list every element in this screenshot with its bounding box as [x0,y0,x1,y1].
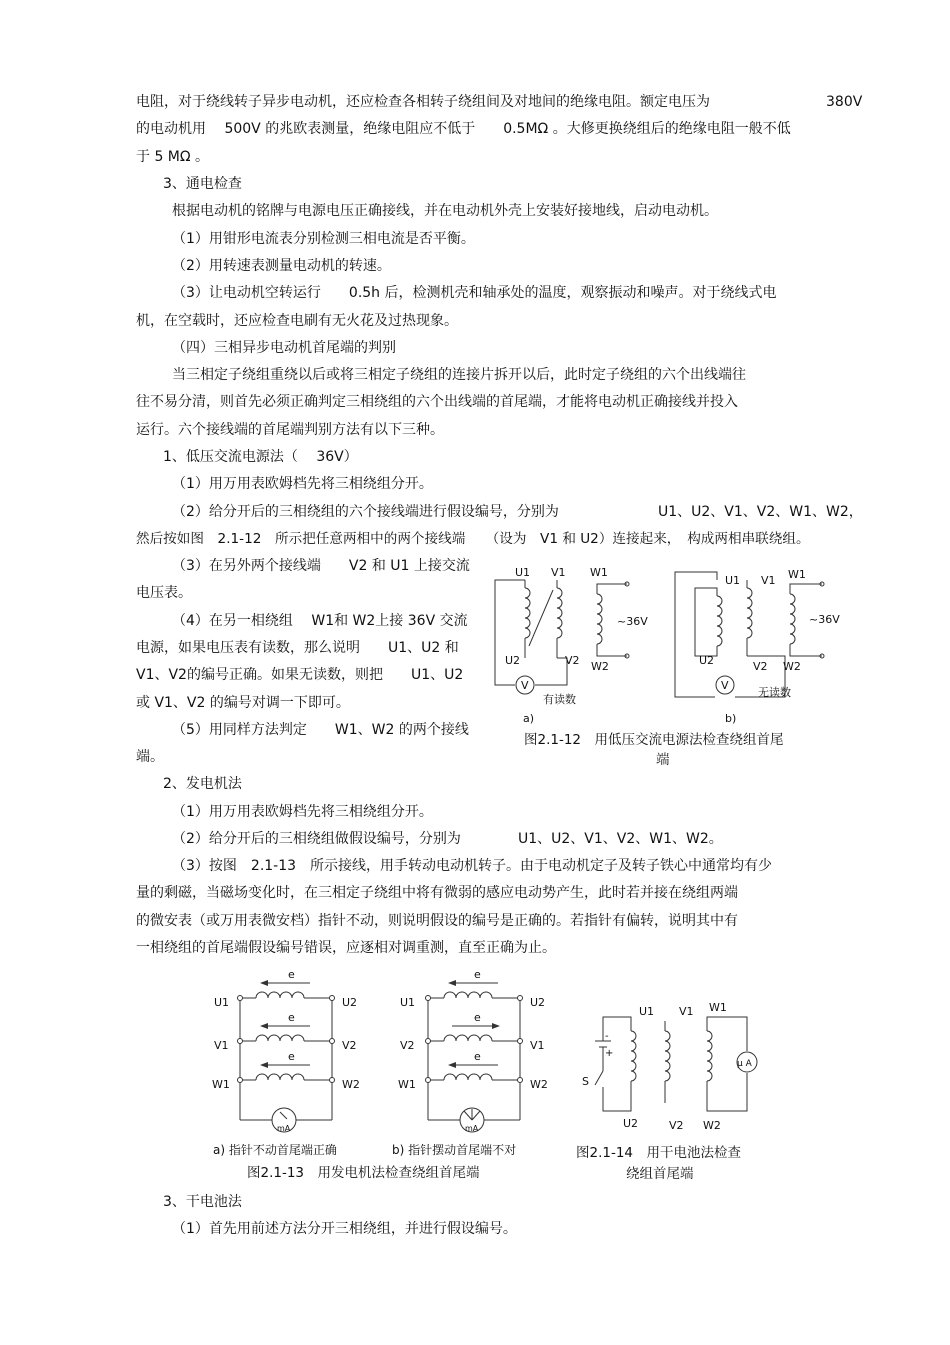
figure-2-1-13b [388,965,553,1141]
section-heading: 1、低压交流电源法（ 36V） [163,449,358,465]
meter-label: V [721,679,729,692]
text-line: 的电动机用 500V 的兆欧表测量，绝缘电阻应不低于 0.5MΩ 。大修更换绕组后的绝缘电阻一般不低 [136,121,791,137]
terminal-label: W1 [398,1078,416,1091]
emf-label: e [288,968,295,981]
terminal-label: U2 [530,996,546,1009]
battery-plus: + [605,1048,614,1059]
text-line: （3）按图 2.1-13 所示接线，用手转动电动机转子。由于电动机定子及转子铁心中通常均有少 [172,858,773,874]
text-line: （2）给分开后的三相绕组的六个接线端进行假设编号，分别为 [172,504,559,520]
text-line: （3）在另外两个接线端 V2 和 U1 上接交流 [172,558,470,574]
terminal-label: V1 [551,566,566,579]
section-heading: 3、干电池法 [163,1194,242,1210]
figure-caption: 图2.1-12 用低压交流电源法检查绕组首尾 [524,732,784,748]
text-line: （1）用万用表欧姆档先将三相绕组分开。 [172,804,433,820]
battery-minus: - [605,1031,609,1042]
figure-caption: 图2.1-14 用干电池法检查 [576,1145,742,1161]
subfigure-label: a) [523,712,535,725]
text-line: V1、V2的编号正确。如果无读数，则把 U1、U2 [136,667,464,683]
terminal-label: V2 [669,1119,684,1132]
text-line: （5）用同样方法判定 W1、W2 的两个接线 [172,722,469,738]
emf-label: e [474,1011,481,1024]
text-line: 运行。六个接线端的首尾端判别方法有以下三种。 [136,422,444,438]
text-line: 然后按如图 2.1-12 所示把任意两相中的两个接线端 （设为 V1 和 U2）连接起来， 构成两相串联绕组。 [136,531,810,547]
terminal-label: V1 [530,1039,545,1052]
figure-caption: 端 [656,752,670,768]
terminal-label: W2 [703,1119,721,1132]
terminal-label: U2 [699,654,715,667]
emf-label: e [288,1050,295,1063]
figure-2-1-12 [485,560,865,730]
terminal-label: W2 [342,1078,360,1091]
terminal-label: U2 [623,1117,639,1130]
terminal-label: V2 [342,1039,357,1052]
text-line: （3）让电动机空转运行 0.5h 后，检测机壳和轴承处的温度，观察振动和噪声。对于绕线式电 [172,285,777,301]
text-line: （2）用转速表测量电动机的转速。 [172,258,391,274]
figure-caption: 绕组首尾端 [626,1166,694,1182]
terminal-label: V1 [214,1039,229,1052]
text-line: U1、U2、V1、V2、W1、W2。 [518,831,723,847]
subfigure-caption: b) 指针摆动首尾端不对 [392,1143,517,1157]
terminal-label: U1 [515,566,531,579]
terminal-label: V2 [565,654,580,667]
section-heading: 3、通电检查 [163,176,242,192]
emf-label: e [474,1050,481,1063]
terminal-label: W1 [788,568,806,581]
terminal-label: V1 [761,574,776,587]
emf-label: e [288,1011,295,1024]
text-line: 电源，如果电压表有读数，那么说明 U1、U2 和 [136,640,459,656]
arrow-left-icon [260,980,268,1068]
text-line: 电压表。 [136,585,192,601]
text-line: 380V [826,94,863,110]
meter-label: mA [465,1124,479,1133]
figure-2-1-14 [575,995,760,1140]
text-line: 机，在空载时，还应检查电刷有无火花及过热现象。 [136,313,458,329]
meter-label: mA [277,1124,291,1133]
subfigure-label: b) [725,712,737,725]
terminal-label: U1 [400,996,416,1009]
text-line: 电阻，对于绕线转子异步电动机，还应检查各相转子绕组间及对地间的绝缘电阻。额定电压为 [136,94,710,110]
text-line: 或 V1、V2 的编号对调一下即可。 [136,695,350,711]
voltage-label: ~36V [809,613,840,626]
switch-label: S [582,1075,589,1088]
terminal-label: W1 [590,566,608,579]
text-line: （1）用万用表欧姆档先将三相绕组分开。 [172,476,433,492]
text-line: 当三相定子绕组重绕以后或将三相定子绕组的连接片拆开以后，此时定子绕组的六个出线端往 [172,367,746,383]
reading-label: 无读数 [758,686,791,699]
terminal-label: W2 [530,1078,548,1091]
terminal-label: U1 [639,1005,655,1018]
terminal-label: V2 [400,1039,415,1052]
text-line: （2）给分开后的三相绕组做假设编号，分别为 [172,831,461,847]
terminal-label: U2 [342,996,358,1009]
text-line: （4）在另一相绕组 W1和 W2上接 36V 交流 [172,613,468,629]
reading-label: 有读数 [543,693,576,706]
terminal-label: W1 [212,1078,230,1091]
figure-caption: 图2.1-13 用发电机法检查绕组首尾端 [247,1165,480,1181]
text-line: 端。 [136,749,164,765]
text-line: （1）用钳形电流表分别检测三相电流是否平衡。 [172,231,475,247]
terminal-label: U1 [725,574,741,587]
figure-2-1-13a [200,965,360,1141]
terminal-label: U1 [214,996,230,1009]
text-line: 量的剩磁，当磁场变化时，在三相定子绕组中将有微弱的感应电动势产生，此时若并接在绕组两端 [136,885,738,901]
terminal-label: U2 [505,654,521,667]
text-line: （1）首先用前述方法分开三相绕组，并进行假设编号。 [172,1221,517,1237]
section-heading: （四）三相异步电动机首尾端的判别 [172,340,396,356]
terminal-label: V1 [679,1005,694,1018]
meter-label: μ A [737,1059,752,1069]
terminal-label: W1 [709,1001,727,1014]
terminal-label: W2 [783,660,801,673]
voltage-label: ~36V [617,615,648,628]
section-heading: 2、发电机法 [163,776,242,792]
terminal-label: W2 [591,660,609,673]
text-line: 往不易分清，则首先必须正确判定三相绕组的六个出线端的首尾端，才能将电动机正确接线并投入 [136,394,738,410]
emf-label: e [474,968,481,981]
text-line: 一相绕组的首尾端假设编号错误，应逐相对调重测，直至正确为止。 [136,940,556,956]
text-line: 于 5 MΩ 。 [136,149,210,165]
meter-label: V [521,679,529,692]
subfigure-caption: a) 指针不动首尾端正确 [213,1143,337,1157]
terminal-label: V2 [753,660,768,673]
text-line: 的微安表（或万用表微安档）指针不动，则说明假设的编号是正确的。若指针有偏转，说明其中有 [136,913,738,929]
text-line: U1、U2、V1、V2、W1、W2， [658,504,863,520]
text-line: 根据电动机的铭牌与电源电压正确接线，并在电动机外壳上安装好接地线，启动电动机。 [172,203,718,219]
